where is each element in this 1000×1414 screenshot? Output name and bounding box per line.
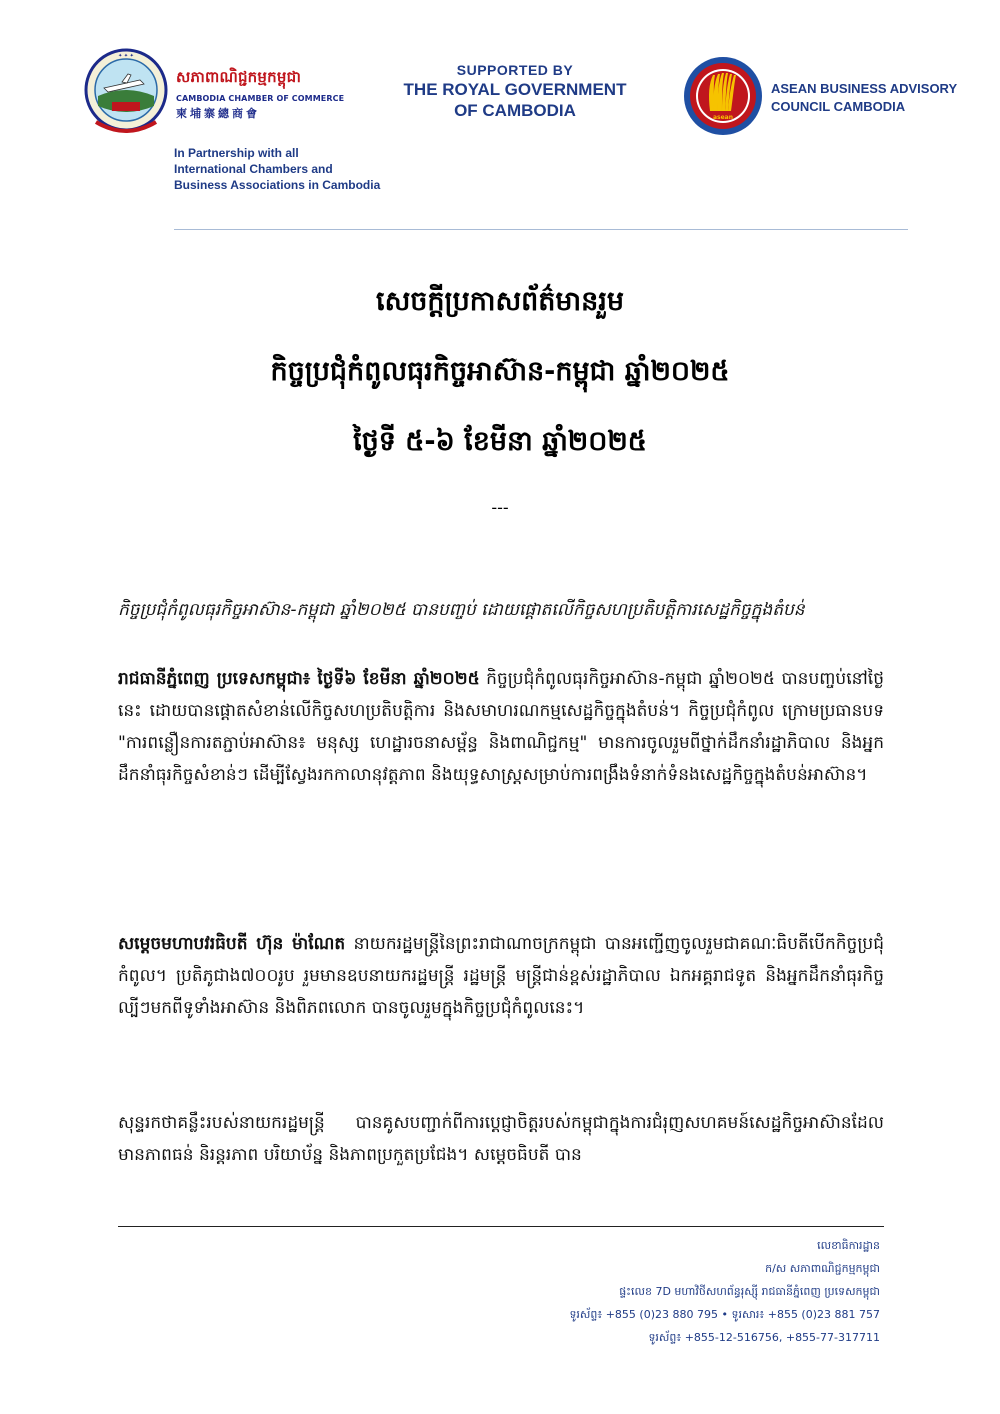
of-cambodia-line: OF CAMBODIA: [454, 101, 576, 120]
paragraph-2: [118, 928, 884, 1024]
footer-phone-fax: ទូរស័ព្ទ៖ +855 (0)23 880 795 • ទូរសារ៖ +855 (0)23 881 757: [569, 1308, 880, 1321]
footer-address: ផ្ទះលេខ 7D មហាវិថីសហព័ន្ធរុស្ស៊ី រាជធានីភ្នំពេញ ប្រទេសកម្ពុជា: [619, 1285, 880, 1298]
partnership-line: In Partnership with all: [174, 146, 299, 160]
ccc-name-khmer: សភាពាណិជ្ជកម្មកម្ពុជា: [176, 68, 302, 86]
partnership-statement: [174, 145, 434, 193]
footer-contact-block: [280, 1234, 880, 1349]
cambodia-chamber-of-commerce-logo: [82, 44, 170, 144]
event-title: កិច្ចប្រជុំកំពូលធុរកិច្ចអាស៊ាន-កម្ពុជា ឆ្នាំ២០២៥: [270, 356, 730, 387]
asean-logo-word: asean: [712, 114, 734, 121]
partnership-line: Business Associations in Cambodia: [174, 178, 381, 192]
ccc-name-block: [176, 68, 356, 121]
abac-name-line: COUNCIL CAMBODIA: [771, 99, 906, 114]
header-divider: [174, 229, 908, 230]
event-date: ថ្ងៃទី ៥-៦ ខែមីនា ឆ្នាំ២០២៥: [353, 426, 647, 457]
paragraph-1-text: កិច្ចប្រជុំកំពូលធុរកិច្ចអាស៊ាន-កម្ពុជា ឆ្នាំ២០២៥ បានបញ្ចប់នៅថ្ងៃនេះ ដោយបានផ្តោតសំខាន់លើកិច្ចសហប្រតិបត្តិការ និងសមាហរណកម្មសេដ្ឋកិច្ចក្នុងតំបន់។ កិច្ចប្រជុំកំពូល ក្រោមប្រធានបទ "ការពន្លឿនការតភ្ជាប់អាស៊ាន៖ មនុស្ស ហេដ្ឋារចនាសម្ព័ន្ធ និងពាណិជ្ជកម្ម" មានការចូលរួមពីថ្នាក់ដឹកនាំរដ្ឋាភិបាល និងអ្នកដឹកនាំធុរកិច្ចសំខាន់ៗ ដើម្បីស្វែងរកកាលានុវត្តភាព និងយុទ្ធសាស្ត្រសម្រាប់ការពង្រឹងទំនាក់ទំនងសេដ្ឋកិច្ចក្នុងតំបន់អាស៊ាន។: [118, 669, 884, 785]
svg-text:✦ ✦ ✦: ✦ ✦ ✦: [118, 53, 134, 59]
paragraph-2-text: នាយករដ្ឋមន្ត្រីនៃព្រះរាជាណាចក្រកម្ពុជា បានអញ្ជើញចូលរួមជាគណៈធិបតីបើកកិច្ចប្រជុំកំពូល។ ប្រតិភូជាង៧០០រូប រួមមានឧបនាយករដ្ឋមន្ត្រី រដ្ឋមន្ត្រី មន្ត្រីជាន់ខ្ពស់រដ្ឋាភិបាល ឯកអគ្គរាជទូត និងអ្នកដឹកនាំធុរកិច្ចល្បីៗមកពីទូទាំងអាស៊ាន និងពិភពលោក បានចូលរួមក្នុងកិច្ចប្រជុំកំពូលនេះ។: [118, 934, 884, 1018]
footer-secretariat: លេខាធិការដ្ឋាន: [817, 1239, 880, 1252]
ccc-name-english: CAMBODIA CHAMBER OF COMMERCE: [176, 94, 345, 103]
asean-logo: [682, 55, 764, 137]
supported-by-block: [380, 62, 650, 121]
abac-name-block: [771, 80, 991, 116]
supported-by-label: SUPPORTED BY: [456, 62, 574, 78]
lede-paragraph: កិច្ចប្រជុំកំពូលធុរកិច្ចអាស៊ាន-កម្ពុជា ឆ្នាំ២០២៥ បានបញ្ចប់ ដោយផ្តោតលើកិច្ចសហប្រតិបត្តិការសេដ្ឋកិច្ចក្នុងតំបន់: [118, 600, 805, 620]
paragraph-3: សុន្ទរកថាគន្លឹះរបស់នាយករដ្ឋមន្ត្រី បានគូសបញ្ជាក់ពីការប្តេជ្ញាចិត្តរបស់កម្ពុជាក្នុងការជំរុញសហគមន៍សេដ្ឋកិច្ចអាស៊ានដែលមានភាពធន់ និរន្តរភាព បរិយាប័ន្ន និងភាពប្រកួតប្រជែង។ សម្តេចធិបតី បាន: [118, 1113, 884, 1165]
footer-divider: [118, 1226, 884, 1227]
abac-name-line: ASEAN BUSINESS ADVISORY: [771, 81, 958, 96]
footer-organization: ក/ស សភាពាណិជ្ជកម្មកម្ពុជា: [765, 1262, 880, 1275]
title-separator: ---: [491, 498, 509, 517]
ccc-name-chinese: 柬埔寨總商會: [176, 107, 260, 120]
partnership-line: International Chambers and: [174, 162, 333, 176]
dateline: រាជធានីភ្នំពេញ ប្រទេសកម្ពុជា៖ ថ្ងៃទី៦ ខែមីនា ឆ្នាំ២០២៥: [118, 669, 480, 689]
footer-mobile: ទូរស័ព្ទ៖ +855-12-516756, +855-77-317711: [648, 1331, 880, 1344]
paragraph-1: [118, 663, 884, 791]
document-title: សេចក្តីប្រកាសព័ត៌មានរួម: [376, 286, 624, 317]
royal-government-line: THE ROYAL GOVERNMENT: [403, 80, 627, 99]
prime-minister-name: សម្តេចមហាបវរធិបតី ហ៊ុន ម៉ាណែត: [118, 934, 346, 954]
